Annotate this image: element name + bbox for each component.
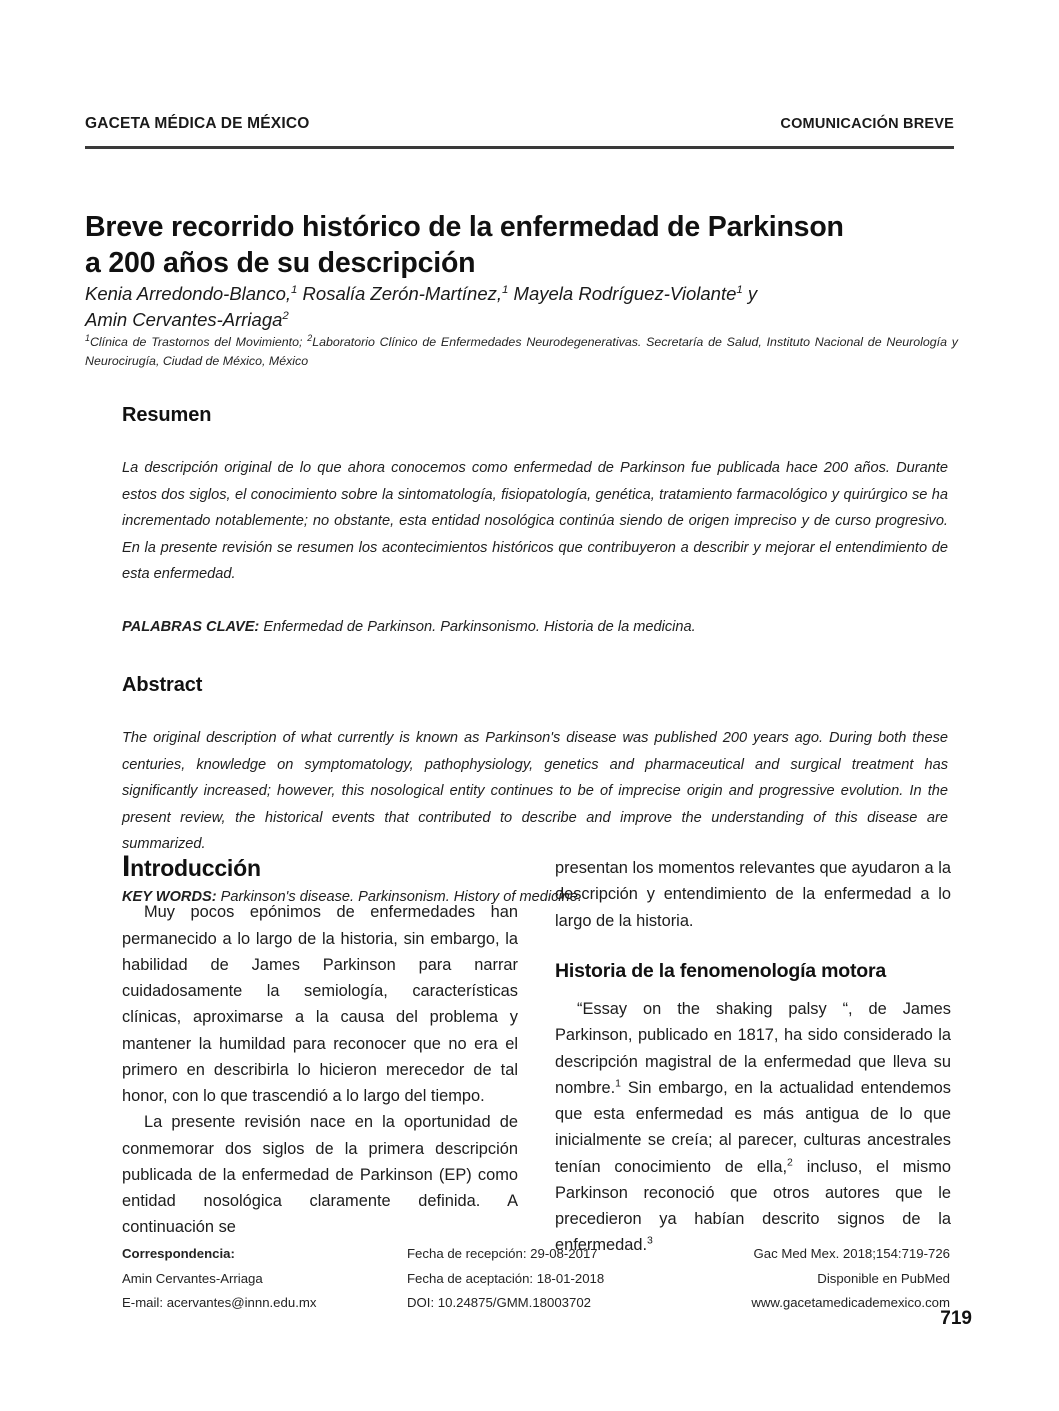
affiliations [85, 333, 958, 371]
introduccion-heading-rest: ntroducción [130, 855, 261, 881]
correspondence-name: Amin Cervantes-Arriaga [122, 1270, 263, 1286]
citation-ref-1: 1 [615, 1078, 621, 1090]
historia-text-b: Sin embargo, en la actualidad entendemos que esta enfermedad es más antigua de lo que inicialmente se creía; al parecer, culturas ancestrales tenían conocimiento de ella, [555, 1078, 951, 1176]
title-line-1: Breve recorrido histórico de la enfermedad de Parkinson [85, 211, 844, 244]
resumen-heading: Resumen [122, 404, 212, 426]
column-left [122, 850, 518, 1237]
introduccion-heading [122, 850, 518, 883]
historia-paragraph-1 [555, 996, 951, 1259]
author-4: Amin Cervantes-Arriaga [85, 309, 283, 331]
abstract-keywords-label: KEY WORDS: [122, 888, 217, 905]
author-conjunction: y [742, 283, 758, 304]
introduccion-dropcap: I [122, 850, 131, 883]
journal-name: GACETA MÉDICA DE MÉXICO [85, 115, 310, 132]
page-footer [122, 1242, 950, 1316]
availability-note: Disponible en PubMed [817, 1270, 950, 1286]
abstract-heading: Abstract [122, 674, 203, 696]
affil-text-2: Laboratorio Clínico de Enfermedades Neurodegenerativas. Secretaría de Salud, Instituto Nacional de Neurología y Neurocirugía, Ciudad de México, México [85, 335, 958, 368]
running-head [85, 115, 954, 133]
intro-paragraph-1: Muy pocos epónimos de enfermedades han permanecido a lo largo de la historia, sin embargo, la habilidad de James Parkinson para narrar cuidadosamente la semiología, características clínicas, aproximarse a la causa del problema y mantener la humildad para reconocer que no era el primero en describirla lo hicieron merecedor de tal honor, con lo que trascendió a lo largo del tiempo. [122, 903, 518, 1106]
reception-date: Fecha de recepción: 29-08-2017 [407, 1246, 598, 1261]
author-4-affil-marker: 2 [282, 310, 289, 323]
resumen-keywords-value: Enfermedad de Parkinson. Parkinsonismo. Historia de la medicina. [259, 618, 696, 635]
author-3: Mayela Rodríguez-Violante [508, 283, 737, 304]
footer-correspondence [122, 1242, 407, 1316]
page-number: 719 [940, 1308, 972, 1329]
citation-string: Gac Med Mex. 2018;154:719-726 [753, 1246, 950, 1261]
section-label: COMUNICACIÓN BREVE [780, 116, 954, 132]
intro-paragraph-2: La presente revisión nace en la oportunidad de conmemorar dos siglos de la primera descripción publicada de la enfermedad de Parkinson (EP) como entidad nosológica claramente definida. A continuación se [122, 1113, 518, 1237]
footer-citation [707, 1242, 950, 1316]
intro-paragraph-2-continued: presentan los momentos relevantes que ayudaron a la descripción y entendimiento de la enfermedad a lo largo de la historia. [555, 859, 951, 930]
abstract-section [122, 404, 948, 910]
affil-text-1: Clínica de Trastornos del Movimiento; [89, 335, 308, 349]
doi-value[interactable]: DOI: 10.24875/GMM.18003702 [407, 1295, 592, 1311]
resumen-keywords [122, 614, 948, 640]
historia-fenomenologia-heading: Historia de la fenomenología motora [555, 959, 887, 982]
resumen-body: La descripción original de lo que ahora conocemos como enfermedad de Parkinson fue publicada hace 200 años. Durante estos dos siglos, el conocimiento sobre la sintomatología, fisiopatología, genética, tratamiento farmacológico y quirúrgico se ha incrementado notablemente; no obstante, esta entidad nosológica continúa siendo de origen impreciso y de curso progresivo. En la presente revisión se resumen los acontecimientos históricos que contribuyeron a describir y mejorar el entendimiento de esta enfermedad. [122, 460, 948, 583]
journal-website[interactable]: www.gacetamedicademexico.com [751, 1295, 950, 1311]
abstract-keywords-value: Parkinson's disease. Parkinsonism. History of medicine. [216, 888, 582, 905]
page-title [85, 209, 965, 281]
affil-marker-2: 2 [307, 332, 313, 343]
author-list [85, 281, 965, 334]
correspondence-label: Correspondencia: [122, 1246, 235, 1261]
header-divider [85, 146, 954, 149]
citation-ref-3: 3 [647, 1235, 653, 1247]
author-1: Kenia Arredondo-Blanco, [85, 283, 292, 304]
affil-marker-1: 1 [85, 332, 90, 343]
author-3-affil-marker: 1 [736, 283, 743, 296]
acceptance-date: Fecha de aceptación: 18-01-2018 [407, 1270, 605, 1286]
resumen-keywords-label: PALABRAS CLAVE: [122, 618, 260, 635]
correspondence-email[interactable]: E-mail: acervantes@innn.edu.mx [122, 1295, 317, 1311]
author-1-affil-marker: 1 [291, 283, 298, 296]
historia-text-c: incluso, el mismo Parkinson reconoció que otros autores que le precedieron ya habían descrito signos de la enfermedad. [555, 1157, 951, 1255]
title-line-2: a 200 años de su descripción [85, 247, 476, 280]
abstract-body: The original description of what currently is known as Parkinson's disease was published 200 years ago. During both these centuries, knowledge on symptomatology, pathophysiology, genetics and pharmaceutical and surgical treatment has significantly increased; however, this nosological entity continues to be of imprecise origin and progressive evolution. In the present review, the historical events that contributed to describe and improve the understanding of this disease are summarized. [122, 730, 948, 853]
citation-ref-2: 2 [787, 1157, 793, 1169]
author-2: Rosalía Zerón-Martínez, [297, 283, 503, 304]
historia-text-a: “Essay on the shaking palsy “, de James Parkinson, publicado en 1817, ha sido considerado la descripción magistral de la enfermedad que lleva su nombre. [555, 1000, 951, 1097]
footer-dates [407, 1242, 707, 1316]
author-2-affil-marker: 1 [502, 283, 509, 296]
